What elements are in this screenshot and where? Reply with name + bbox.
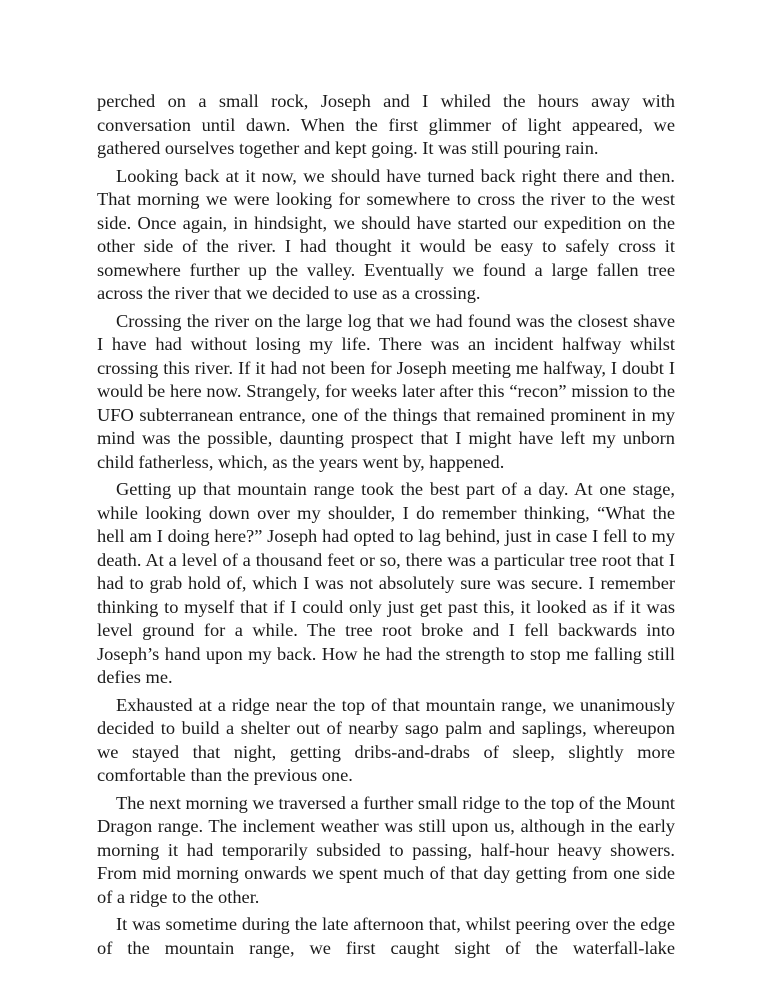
paragraph-7: It was sometime during the late afternoon that, whilst peering over the edge of the mountain range, we first caught sight of the waterfall-lake — [97, 914, 675, 958]
page-body — [97, 90, 675, 964]
paragraph-5: Exhausted at a ridge near the top of that mountain range, we unanimously decided to build a shelter out of nearby sago palm and saplings, whereupon we stayed that night, getting dribs-and-drabs of sleep, slightly more comfortable than the previous one. — [97, 694, 675, 785]
paragraph-1: perched on a small rock, Joseph and I whiled the hours away with conversation until dawn. When the first glimmer of light appeared, we gathered ourselves together and kept going. It was still pouring rain. — [97, 91, 675, 158]
paragraph-3: Crossing the river on the large log that we had found was the closest shave I have had without losing my life. There was an incident halfway whilst crossing this river. If it had not been for Joseph meeting me halfway, I doubt I would be here now. Strangely, for weeks later after this “recon” mission to the UFO subterranean entrance, one of the things that remained prominent in my mind was the possible, daunting prospect that I might have left my unborn child fatherless, which, as the years went by, happened. — [97, 310, 675, 472]
paragraph-6: The next morning we traversed a further small ridge to the top of the Mount Dragon range. The inclement weather was still upon us, although in the early morning it had temporarily subsided to passing, half-hour heavy showers. From mid morning onwards we spent much of that day getting from one side of a ridge to the other. — [97, 792, 675, 907]
paragraph-4: Getting up that mountain range took the best part of a day. At one stage, while looking down over my shoulder, I do remember thinking, “What the hell am I doing here?” Joseph had opted to lag behind, just in case I fell to my death. At a level of a thousand feet or so, there was a particular tree root that I had to grab hold of, which I was not absolutely sure was secure. I remember thinking to myself that if I could only just get past this, it looked as if it was level ground for a while. The tree root broke and I fell backwards into Joseph’s hand upon my back. How he had the strength to stop me falling still defies me. — [97, 479, 675, 687]
paragraph-2: Looking back at it now, we should have turned back right there and then. That morning we were looking for somewhere to cross the river to the west side. Once again, in hindsight, we should have started our expedition on the other side of the river. I had thought it would be easy to safely cross it somewhere further up the valley. Eventually we found a large fallen tree across the river that we decided to use as a crossing. — [97, 165, 675, 303]
